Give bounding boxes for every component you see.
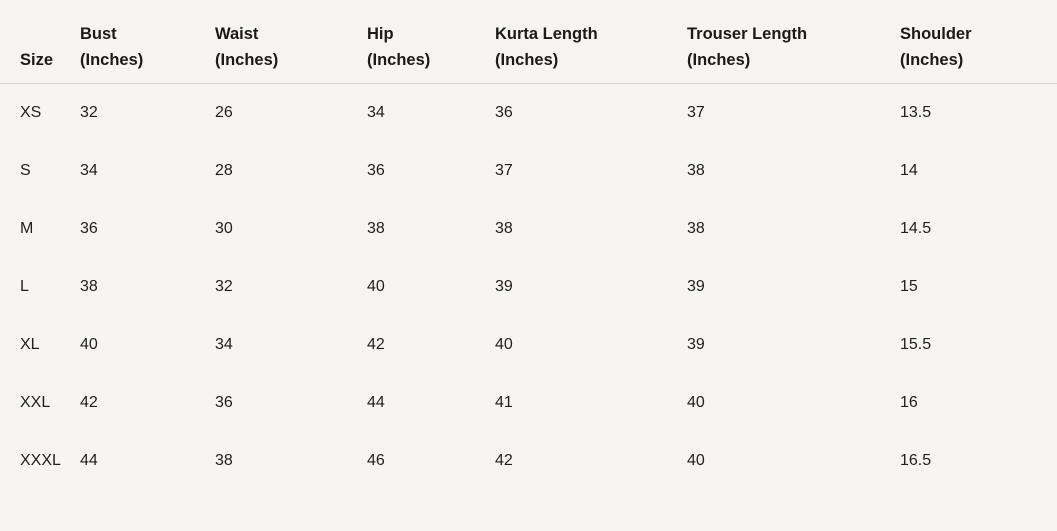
- table-row: [0, 84, 1057, 143]
- cell-trouser-length: 40: [687, 452, 705, 470]
- cell-size: L: [20, 278, 29, 296]
- cell-waist: 36: [215, 394, 233, 412]
- column-header-size-line1: Size: [20, 50, 54, 69]
- column-header-shoulder: [900, 22, 1057, 84]
- cell-shoulder: 16: [900, 394, 918, 412]
- cell-kurta-length: 36: [495, 104, 513, 122]
- column-header-bust-line1: Bust: [80, 25, 117, 43]
- cell-kurta-length: 37: [495, 162, 513, 180]
- cell-size: M: [20, 220, 34, 238]
- cell-bust: 32: [80, 104, 98, 122]
- column-header-hip-line2: (Inches): [367, 50, 431, 69]
- cell-hip: 44: [367, 394, 385, 412]
- cell-trouser-length: 39: [687, 336, 705, 354]
- cell-waist: 28: [215, 162, 233, 180]
- column-header-trouser-length: [687, 22, 900, 84]
- table-header-row: [0, 22, 1057, 84]
- cell-kurta-length: 40: [495, 336, 513, 354]
- cell-shoulder: 15.5: [900, 336, 932, 354]
- size-chart-table: [0, 22, 1057, 490]
- cell-trouser-length: 37: [687, 104, 705, 122]
- table-row: [0, 200, 1057, 258]
- cell-kurta-length: 39: [495, 278, 513, 296]
- column-header-trouser-length-line2: (Inches): [687, 50, 751, 69]
- top-spacer: [0, 0, 1057, 22]
- table-row: [0, 316, 1057, 374]
- cell-kurta-length: 42: [495, 452, 513, 470]
- cell-waist: 38: [215, 452, 233, 470]
- cell-shoulder: 13.5: [900, 104, 932, 122]
- cell-shoulder: 15: [900, 278, 918, 296]
- cell-waist: 30: [215, 220, 233, 238]
- column-header-kurta-length-line1: Kurta Length: [495, 25, 598, 43]
- column-header-shoulder-line2: (Inches): [900, 50, 964, 69]
- cell-size: XXL: [20, 394, 51, 412]
- column-header-kurta-length-line2: (Inches): [495, 50, 559, 69]
- cell-hip: 38: [367, 220, 385, 238]
- table-body: [0, 84, 1057, 491]
- cell-kurta-length: 41: [495, 394, 513, 412]
- table-row: [0, 258, 1057, 316]
- cell-waist: 32: [215, 278, 233, 296]
- cell-hip: 46: [367, 452, 385, 470]
- cell-size: XS: [20, 104, 42, 122]
- cell-bust: 34: [80, 162, 98, 180]
- table-row: [0, 432, 1057, 490]
- cell-trouser-length: 39: [687, 278, 705, 296]
- cell-hip: 40: [367, 278, 385, 296]
- cell-bust: 40: [80, 336, 98, 354]
- cell-size: S: [20, 162, 31, 180]
- cell-shoulder: 16.5: [900, 452, 932, 470]
- column-header-hip-line1: Hip: [367, 25, 394, 43]
- cell-bust: 36: [80, 220, 98, 238]
- column-header-bust-line2: (Inches): [80, 50, 144, 69]
- column-header-kurta-length: [495, 22, 687, 84]
- column-header-waist-line1: Waist: [215, 25, 259, 43]
- cell-bust: 38: [80, 278, 98, 296]
- table-row: [0, 374, 1057, 432]
- column-header-size: [0, 22, 80, 84]
- column-header-shoulder-line1: Shoulder: [900, 25, 972, 43]
- cell-size: XXXL: [20, 452, 61, 470]
- cell-shoulder: 14.5: [900, 220, 932, 238]
- column-header-waist: [215, 22, 367, 84]
- cell-hip: 36: [367, 162, 385, 180]
- column-header-waist-line2: (Inches): [215, 50, 279, 69]
- cell-trouser-length: 40: [687, 394, 705, 412]
- column-header-trouser-length-line1: Trouser Length: [687, 25, 808, 43]
- cell-waist: 26: [215, 104, 233, 122]
- column-header-bust: [80, 22, 215, 84]
- cell-trouser-length: 38: [687, 162, 705, 180]
- cell-bust: 44: [80, 452, 98, 470]
- cell-trouser-length: 38: [687, 220, 705, 238]
- cell-kurta-length: 38: [495, 220, 513, 238]
- cell-bust: 42: [80, 394, 98, 412]
- table-header: [0, 22, 1057, 84]
- column-header-hip: [367, 22, 495, 84]
- cell-shoulder: 14: [900, 162, 918, 180]
- table-row: [0, 142, 1057, 200]
- cell-hip: 34: [367, 104, 385, 122]
- cell-size: XL: [20, 336, 40, 354]
- cell-hip: 42: [367, 336, 385, 354]
- cell-waist: 34: [215, 336, 233, 354]
